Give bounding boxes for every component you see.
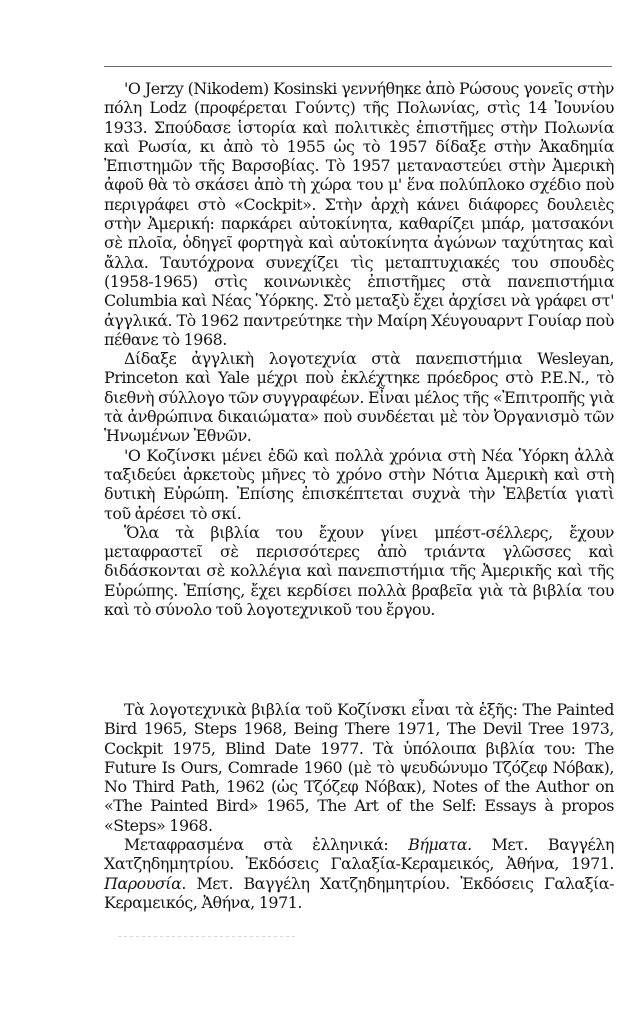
translations-intro: Μεταφρασμένα στὰ ἑλληνικά:	[124, 835, 409, 855]
greek-translations-paragraph	[104, 835, 614, 912]
bio-paragraph-teaching: Δίδαξε ἀγγλικὴ λογοτεχνία στὰ πανεπιστήμια Wesleyan, Princeton καὶ Yale μέχρι ποὺ ἐκλέχτηκε πρόεδρος στὸ P.E.N., τὸ διεθνὴ σύλλογο τῶν συγγραφέων. Εἶναι μέλος τῆς «Ἐπιτροπῆς γιὰ τὰ ἀνθρώπινα δικαιώματα» ποὺ συνδέεται μὲ τὸν Ὀργανισμὸ τῶν Ἡνωμένων Ἐθνῶν.	[104, 349, 614, 446]
top-rule	[104, 66, 612, 67]
bio-paragraph-origin: 'Ο Jerzy (Nikodem) Kosinski γεννήθηκε ἀπὸ Ρώσους γονεῖς στὴν πόλη Lodz (προφέρεται Γούντς) τῆς Πολωνίας, στὶς 14 Ἰουνίου 1933. Σπούδασε ἱστορία καὶ πολιτικὲς ἐπιστῆμες στὴν Πολωνία καὶ Ρωσία, κι ἀπὸ τὸ 1955 ὡς τὸ 1957 δίδαξε στὴν Ἀκαδημία Ἐπιστημῶν τῆς Βαρσοβίας. Τὸ 1957 μεταναστεύει στὴν Ἀμερικὴ ἀφοῦ θὰ τὸ σκάσει ἀπὸ τὴ χώρα του μ' ἕνα πολύπλοκο σχέδιο ποὺ περιγράφει στὸ «Cockpit». Στὴν ἀρχὴ κάνει διάφορες δουλειὲς στὴν Ἀμερική: παρκάρει αὐτοκίνητα, καθαρίζει μπάρ, ματσακόνι σὲ πλοῖα, ὁδηγεῖ φορτηγὰ καὶ αὐτοκίνητα ἀγώνων ταχύτητας καὶ ἄλλα. Ταυτόχρονα συνεχίζει τὶς μεταπτυχιακές του σπουδὲς (1958-1965) στὶς κοινωνικὲς ἐπιστῆμες στὰ πανεπιστήμια Columbia καὶ Νέας Ὑόρκης. Στὸ μεταξὺ ἔχει ἀρχίσει νὰ γράφει στ' ἀγγλικά. Τὸ 1962 παντρεύτηκε τὴν Μαίρη Χέυγουαρντ Γουίαρ ποὺ πέθανε τὸ 1968.	[104, 79, 614, 349]
translation-title-2: Παρουσία	[104, 873, 182, 893]
translation-details-2: . Μετ. Βαγγέλη Χατζηδημητρίου. Ἐκδόσεις Γαλαξία-Κεραμεικός, Ἀθήνα, 1971.	[104, 873, 614, 912]
bio-paragraph-residence: 'Ο Κοζίνσκι μένει ἐδῶ καὶ πολλὰ χρόνια στὴ Νέα Ὑόρκη ἀλλὰ ταξιδεύει ἀρκετοὺς μῆνες τὸ χρόνο στὴν Νότια Ἀμερικὴ καὶ στὴ δυτικὴ Εὐρώπη. Ἐπίσης ἐπισκέπτεται συχνὰ τὴν Ἑλβετία γιατὶ τοῦ ἀρέσει τὸ σκί.	[104, 445, 614, 523]
works-list-paragraph: Τὰ λογοτεχνικὰ βιβλία τοῦ Κοζίνσκι εἶναι τὰ ἑξῆς: The Painted Bird 1965, Steps 1968, Being There 1971, The Devil Tree 1973, Cockpit 1975, Blind Date 1977. Τὰ ὑπόλοιπα βιβλία του: The Future Is Ours, Comrade 1960 (μὲ τὸ ψευδώνυμο Τζόζεφ Νόβακ), No Third Path, 1962 (ὡς Τζόζεφ Νόβακ), Notes of the Author on «The Painted Bird» 1965, The Art of the Self: Essays à propos «Steps» 1968.	[104, 700, 614, 835]
bottom-faint-rule	[118, 936, 298, 937]
works-section	[104, 700, 614, 912]
translation-title-1: Βήματα	[408, 835, 468, 855]
translation-details-1: . Μετ. Βαγγέλη Χατζηδημητρίου. Ἐκδόσεις Γαλαξία-Κεραμεικός, Ἀθήνα, 1971.	[104, 835, 614, 874]
bio-paragraph-books: Ὅλα τὰ βιβλία του ἔχουν γίνει μπέστ-σέλλερς, ἔχουν μεταφραστεῖ σὲ περισσότερες ἀπὸ τριάντα γλῶσσες καὶ διδάσκονται σὲ κολλέγια καὶ πανεπιστήμια τῆς Ἀμερικῆς καὶ τῆς Εὐρώπης. Ἐπίσης, ἔχει κερδίσει πολλὰ βραβεῖα γιὰ τὰ βιβλία του καὶ τὸ σύνολο τοῦ λογοτεχνικοῦ του ἔργου.	[104, 522, 614, 620]
biography-section	[104, 79, 614, 619]
